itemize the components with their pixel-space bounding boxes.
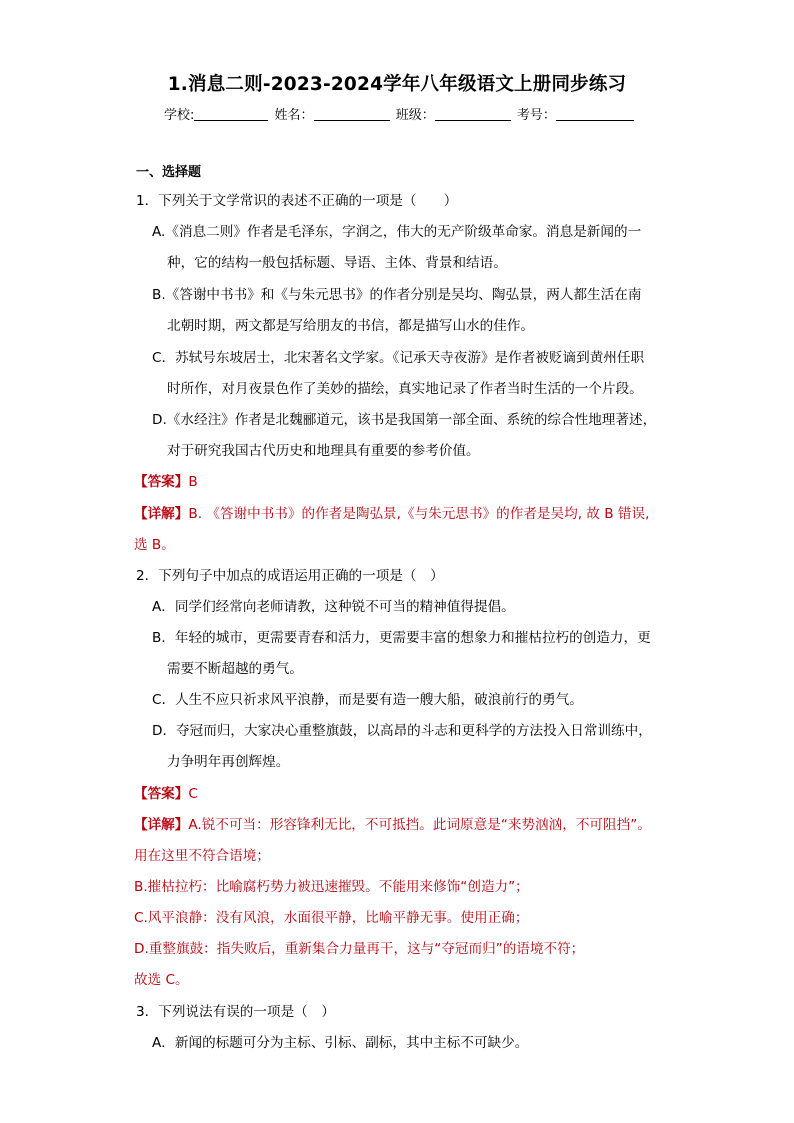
question-2-option-a: A．同学们经常向老师请教，这种锐不可当的精神值得提倡。 bbox=[152, 599, 515, 615]
question-2-detail bbox=[134, 816, 651, 834]
school-blank[interactable] bbox=[194, 107, 268, 121]
detail-tag: 【详解】 bbox=[134, 506, 189, 522]
exam-no-label: 考号： bbox=[516, 108, 556, 123]
question-2-option-c: C．人生不应只祈求风平浪静，而是要有造一艘大船，破浪前行的勇气。 bbox=[152, 692, 583, 708]
question-1-option-a: A.《消息二则》作者是毛泽东，字润之，伟大的无产阶级革命家。消息是新闻的一 bbox=[152, 224, 642, 240]
class-label: 班级： bbox=[395, 108, 435, 123]
question-1-stem: 1．下列关于文学常识的表述不正确的一项是（ ） bbox=[136, 193, 458, 209]
question-2-detail-b: B.摧枯拉朽：比喻腐朽势力被迅速摧毁。不能用来修饰“创造力”； bbox=[134, 879, 529, 895]
question-3-stem: 3．下列说法有误的一项是（ ） bbox=[136, 1004, 335, 1020]
name-blank[interactable] bbox=[314, 107, 390, 121]
question-2-option-d-cont: 力争明年再创辉煌。 bbox=[167, 754, 290, 770]
answer-tag: 【答案】 bbox=[134, 474, 189, 490]
question-3-option-a: A．新闻的标题可分为主标、引标、副标，其中主标不可缺少。 bbox=[152, 1035, 529, 1051]
detail-text: B. 《答谢中书书》的作者是陶弘景,《与朱元思书》的作者是吴均, 故 B 错误, bbox=[188, 506, 650, 522]
question-2-detail-conclusion: 故选 C。 bbox=[134, 972, 189, 988]
section-heading: 一、选择题 bbox=[136, 165, 202, 180]
question-1-option-d: D.《水经注》作者是北魏郦道元，该书是我国第一部全面、系统的综合性地理著述， bbox=[152, 412, 657, 428]
question-2-option-b: B．年轻的城市，更需要青春和活力，更需要丰富的想象力和摧枯拉朽的创造力，更 bbox=[152, 630, 651, 646]
question-2-option-b-cont: 需要不断超越的勇气。 bbox=[167, 661, 303, 677]
question-1-detail bbox=[134, 505, 649, 523]
question-1-detail-cont: 选 B。 bbox=[134, 537, 175, 553]
question-1-option-d-cont: 对于研究我国古代历史和地理具有重要的参考价值。 bbox=[167, 443, 480, 459]
answer-value: B bbox=[188, 474, 198, 490]
question-2-answer bbox=[134, 785, 198, 803]
question-2-detail-cont: 用在这里不符合语境； bbox=[134, 848, 270, 864]
answer-value: C bbox=[188, 786, 198, 802]
question-2-detail-c: C.风平浪静：没有风浪，水面很平静，比喻平静无事。使用正确； bbox=[134, 910, 529, 926]
page-title: 1.消息二则-2023-2024学年八年级语文上册同步练习 bbox=[167, 74, 627, 95]
name-label: 姓名： bbox=[274, 108, 314, 123]
question-1-option-c: C．苏轼号东坡居士，北宋著名文学家。《记承天寺夜游》是作者被贬谪到黄州任职 bbox=[152, 350, 645, 366]
answer-tag: 【答案】 bbox=[134, 786, 189, 802]
school-label: 学校: bbox=[164, 108, 195, 123]
question-1-option-b: B.《答谢中书书》和《与朱元思书》的作者分别是吴均、陶弘景，两人都生活在南 bbox=[152, 287, 642, 303]
question-2-stem: 2．下列句子中加点的成语运用正确的一项是（ ） bbox=[136, 568, 444, 584]
question-1-option-c-cont: 时所作，对月夜景色作了美妙的描绘，真实地记录了作者当时生活的一个片段。 bbox=[167, 381, 643, 397]
question-1-option-a-cont: 种，它的结构一般包括标题、导语、主体、背景和结语。 bbox=[167, 255, 507, 271]
student-info-row bbox=[164, 104, 636, 123]
question-2-option-d: D．夺冠而归，大家决心重整旗鼓，以高昂的斗志和更科学的方法投入日常训练中， bbox=[152, 723, 652, 739]
class-blank[interactable] bbox=[435, 107, 511, 121]
detail-tag: 【详解】 bbox=[134, 817, 189, 833]
detail-text: A.锐不可当：形容锋利无比，不可抵挡。此词原意是“来势汹汹，不可阻挡”。 bbox=[188, 817, 651, 833]
question-1-answer bbox=[134, 473, 198, 491]
exam-no-blank[interactable] bbox=[556, 107, 634, 121]
question-2-detail-d: D.重整旗鼓：指失败后，重新集合力量再干，这与“夺冠而归”的语境不符； bbox=[134, 941, 585, 957]
question-1-option-b-cont: 北朝时期，两文都是写给朋友的书信，都是描写山水的佳作。 bbox=[167, 318, 535, 334]
